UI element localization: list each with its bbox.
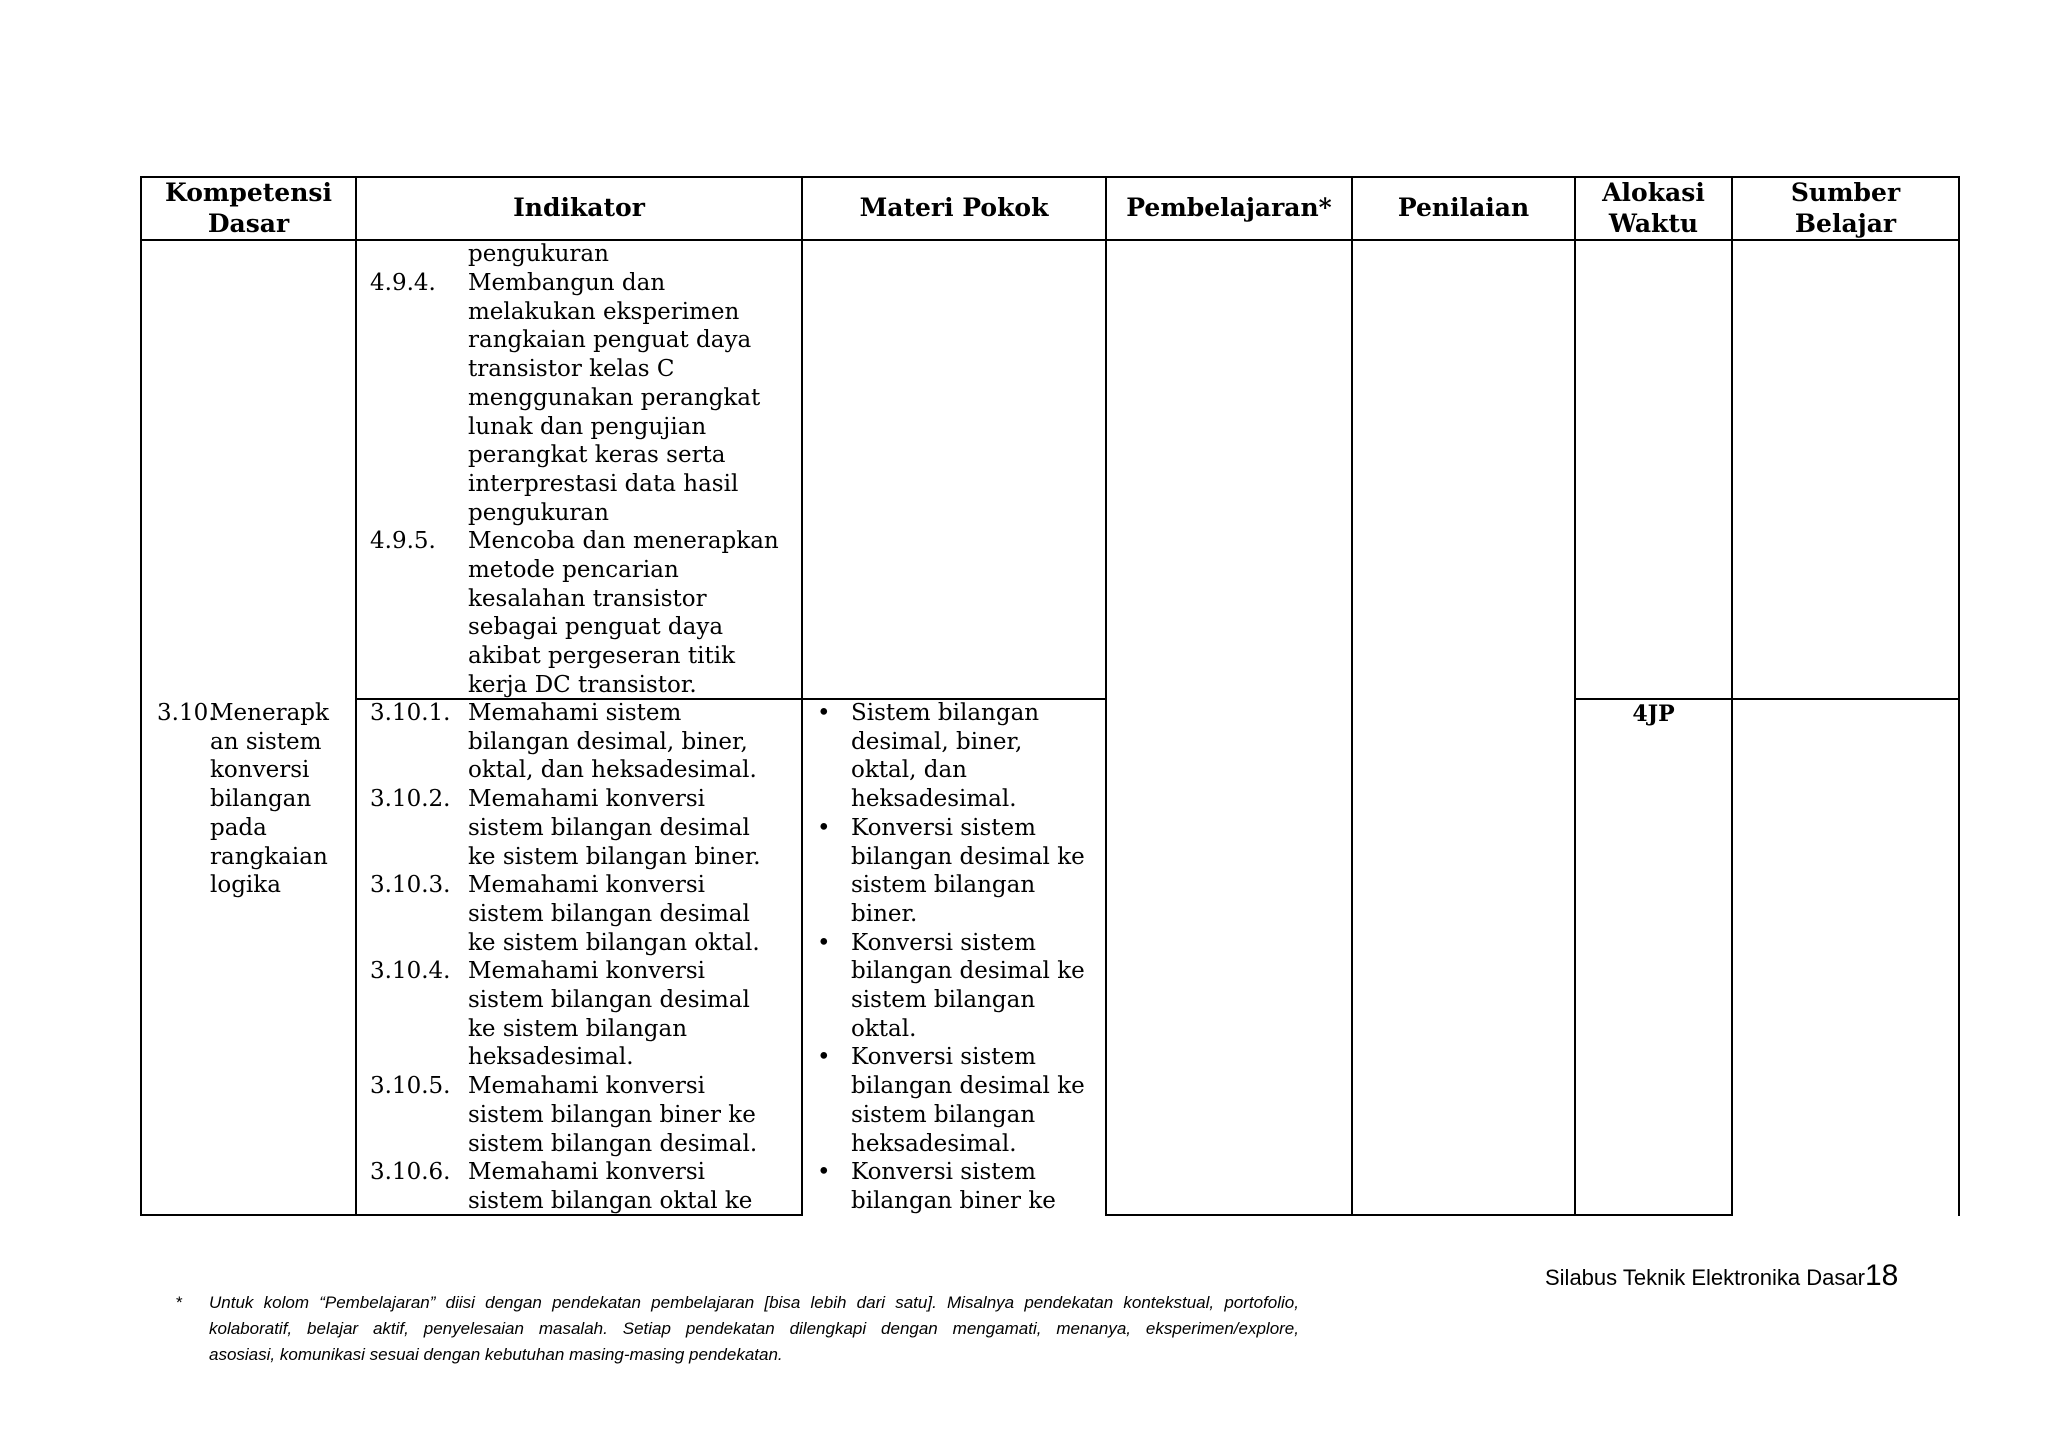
indikator-text-line: Memahami konversi xyxy=(468,786,706,813)
header-sumber-belajar xyxy=(1733,177,1958,239)
col-border-5 xyxy=(1574,176,1576,1216)
indikator-number: 3.10.5. xyxy=(370,1073,451,1100)
col-border-2 xyxy=(801,176,803,1216)
header-penilaian xyxy=(1353,192,1574,223)
materi-text-line: bilangan desimal ke xyxy=(851,958,1085,985)
footer-title xyxy=(1545,1259,1898,1293)
indikator-text-line: Memahami konversi xyxy=(468,1159,706,1186)
materi-text-line: Konversi sistem xyxy=(851,814,1036,841)
col-border-1 xyxy=(355,176,357,1216)
header-alokasi-waktu xyxy=(1576,177,1731,239)
bullet-icon: • xyxy=(817,700,831,726)
page-number: 18 xyxy=(1864,1259,1899,1292)
col-border-4 xyxy=(1351,176,1353,1216)
indikator-text-line: pengukuran xyxy=(468,499,609,526)
indikator-text-line: menggunakan perangkat xyxy=(468,384,761,411)
kd-text-line: an sistem xyxy=(210,728,322,755)
indikator-text-line: melakukan eksperimen xyxy=(468,298,740,325)
indikator-text-line: interprestasi data hasil xyxy=(468,470,739,497)
materi-text-line: Sistem bilangan xyxy=(851,700,1040,726)
header-bottom-border xyxy=(140,239,1960,241)
indikator-text-line: oktal, dan heksadesimal. xyxy=(468,757,757,784)
materi-text-line: oktal, dan xyxy=(851,757,967,784)
indikator-text-line: kesalahan transistor xyxy=(468,585,707,612)
indikator-text-line: kerja DC transistor. xyxy=(468,671,697,698)
indikator-number: 4.9.5. xyxy=(370,528,436,555)
materi-text-line: Konversi sistem xyxy=(851,1159,1036,1186)
indikator-text-line: sistem bilangan desimal. xyxy=(468,1130,758,1157)
indikator-text-line: Memahami konversi xyxy=(468,958,706,985)
kd-number-text: 3.10. xyxy=(157,700,216,726)
indikator-number: 3.10.1. xyxy=(370,700,451,726)
materi-text-line: bilangan desimal ke xyxy=(851,843,1085,870)
indikator-text-line: sebagai penguat daya xyxy=(468,614,724,641)
footnote xyxy=(209,1290,1299,1368)
indikator-text-line: ke sistem bilangan oktal. xyxy=(468,929,760,956)
table-bottom-border-right xyxy=(1107,1214,1731,1216)
materi-text-line: bilangan biner ke xyxy=(851,1187,1056,1214)
materi-text-line: biner. xyxy=(851,900,918,927)
materi-text-line: desimal, biner, xyxy=(851,728,1023,755)
indikator-text-line: Memahami sistem xyxy=(468,700,682,726)
kd-text-line: Menerapk xyxy=(210,700,329,726)
indikator-number: 3.10.4. xyxy=(370,958,451,985)
col-border-7 xyxy=(1958,176,1960,1216)
bullet-icon: • xyxy=(817,1159,831,1186)
indikator-text-line: sistem bilangan desimal xyxy=(468,900,750,927)
indikator-continuation xyxy=(468,240,609,269)
indikator-text-line: Memahami konversi xyxy=(468,872,706,899)
indikator-text-line: perangkat keras serta xyxy=(468,442,726,469)
indikator-text-line: ke sistem bilangan biner. xyxy=(468,843,761,870)
indikator-number: 3.10.6. xyxy=(370,1159,451,1186)
alokasi-value-text: 4JP xyxy=(1632,701,1675,727)
materi-text-line: heksadesimal. xyxy=(851,1130,1017,1157)
indikator-text-line: lunak dan pengujian xyxy=(468,413,707,440)
kd-text-line: logika xyxy=(210,872,281,899)
materi-text-line: Konversi sistem xyxy=(851,929,1036,956)
indikator-text-line: Memahami konversi xyxy=(468,1073,706,1100)
header-materi-label: Materi Pokok xyxy=(859,193,1049,222)
footnote-marker xyxy=(176,1290,183,1316)
header-indikator-label: Indikator xyxy=(513,193,645,222)
indikator-text-line: rangkaian penguat daya xyxy=(468,327,752,354)
header-indikator xyxy=(357,192,801,223)
indikator-text-line: sistem bilangan oktal ke xyxy=(468,1187,753,1214)
indikator-text-line: transistor kelas C xyxy=(468,356,675,383)
header-sumber-line1: Sumber xyxy=(1790,178,1901,207)
header-pembelajaran-label: Pembelajaran* xyxy=(1126,193,1332,222)
materi-text-line: oktal. xyxy=(851,1015,917,1042)
header-alokasi-line2: Waktu xyxy=(1608,209,1699,238)
indikator-text-line: heksadesimal. xyxy=(468,1044,634,1071)
indikator-text-line: bilangan desimal, biner, xyxy=(468,728,748,755)
footnote-line: asosiasi, komunikasi sesuai dengan kebutuhan masing-masing pendekatan. xyxy=(209,1345,783,1364)
header-kompetensi-dasar xyxy=(142,177,355,239)
kd-number xyxy=(157,699,216,728)
kd-text-line: bilangan xyxy=(210,786,312,813)
indikator-continuation-text: pengukuran xyxy=(468,241,609,267)
indikator-text-line: ke sistem bilangan xyxy=(468,1015,688,1042)
materi-text-line: sistem bilangan xyxy=(851,1101,1036,1128)
col-border-6 xyxy=(1731,176,1733,1216)
kd-text-line: konversi xyxy=(210,757,310,784)
indikator-number: 3.10.2. xyxy=(370,786,451,813)
indikator-text-line: Mencoba dan menerapkan xyxy=(468,528,779,555)
bullet-icon: • xyxy=(817,814,831,841)
indikator-text-line: Membangun dan xyxy=(468,270,666,296)
indikator-text-line: sistem bilangan biner ke xyxy=(468,1101,756,1128)
materi-text-line: sistem bilangan xyxy=(851,872,1036,899)
header-materi-pokok xyxy=(803,192,1105,223)
footnote-line: kolaboratif, belajar aktif, penyelesaian masalah. Setiap pendekatan dilengkapi dengan mengamati, menanya, eksperimen/explore, xyxy=(209,1319,1299,1338)
col-border-0 xyxy=(140,176,142,1216)
kd-text-line: pada xyxy=(210,814,267,841)
materi-text-line: Konversi sistem xyxy=(851,1044,1036,1071)
header-kd-line2: Dasar xyxy=(207,209,290,238)
materi-text-line: sistem bilangan xyxy=(851,987,1036,1013)
materi-text-line: heksadesimal. xyxy=(851,786,1017,813)
bullet-icon: • xyxy=(817,929,831,956)
footer-title-text: Silabus Teknik Elektronika Dasar xyxy=(1545,1265,1865,1290)
indikator-text-line: metode pencarian xyxy=(468,557,679,583)
header-sumber-line2: Belajar xyxy=(1794,209,1897,238)
footnote-line: Untuk kolom “Pembelajaran” diisi dengan pendekatan pembelajaran [bisa lebih dari satu]. Misalnya pendekatan kontekstual, portofolio, xyxy=(209,1293,1299,1312)
alokasi-value xyxy=(1576,700,1731,728)
header-alokasi-line1: Alokasi xyxy=(1602,178,1705,207)
indikator-number: 3.10.3. xyxy=(370,872,451,899)
header-pembelajaran xyxy=(1107,192,1351,223)
kd-text-line: rangkaian xyxy=(210,843,328,870)
indikator-text-line: sistem bilangan desimal xyxy=(468,987,750,1013)
materi-text-line: bilangan desimal ke xyxy=(851,1073,1085,1100)
indikator-text-line: akibat pergeseran titik xyxy=(468,643,736,670)
header-penilaian-label: Penilaian xyxy=(1397,193,1530,222)
header-kd-line1: Kompetensi xyxy=(165,178,332,207)
indikator-text-line: sistem bilangan desimal xyxy=(468,814,750,841)
col-border-3 xyxy=(1105,176,1107,1216)
footnote-marker-text: * xyxy=(176,1293,183,1312)
bullet-icon: • xyxy=(817,1044,831,1071)
indikator-number: 4.9.4. xyxy=(370,270,436,296)
